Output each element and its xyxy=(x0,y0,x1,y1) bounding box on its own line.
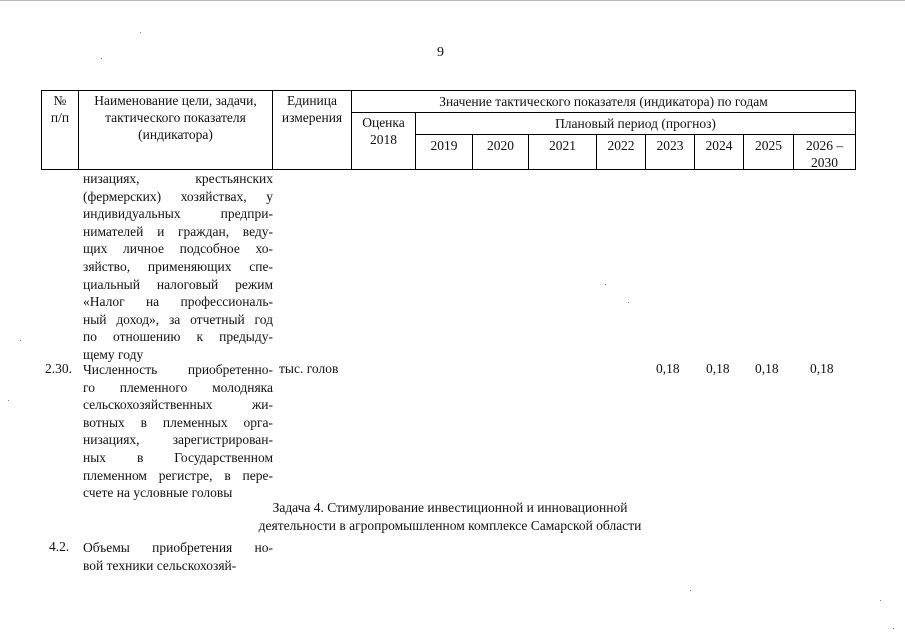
header-num-line1: № xyxy=(53,93,67,108)
header-year: 2024 xyxy=(705,138,733,153)
text-line: го племенного молодняка xyxy=(83,379,273,395)
header-values-title: Значение тактического показателя (индикатора) по годам xyxy=(439,94,768,109)
header-unit-line1: Единица xyxy=(286,93,337,108)
scan-speck xyxy=(101,58,102,59)
row-number-4-2: 4.2. xyxy=(49,539,70,554)
text-line: племенном регистре, в пере- xyxy=(83,467,273,483)
header-name-line1: Наименование цели, задачи, xyxy=(94,93,257,108)
row-number-2-30: 2.30. xyxy=(45,361,72,376)
header-name-line3: (индикатора) xyxy=(138,127,213,142)
text-line: индивидуальных предпри- xyxy=(83,206,273,222)
header-unit-line2: измерения xyxy=(281,110,343,125)
scan-speck xyxy=(893,628,894,629)
header-year: 2025 xyxy=(755,138,782,153)
text-line: щих личное подсобное хо- xyxy=(83,241,273,257)
row-4-2-name xyxy=(83,539,273,574)
scan-speck xyxy=(690,590,691,591)
page-top-edge xyxy=(0,0,905,1)
header-year: 2019 xyxy=(430,138,458,153)
value-2023: 0,18 xyxy=(656,361,680,376)
text-line: ных в Государственном xyxy=(83,449,273,465)
text-line: ный доход», за отчетный год xyxy=(83,311,273,327)
text-line: Объемы приобретения но- xyxy=(83,540,273,555)
scan-speck xyxy=(8,400,9,401)
scan-speck xyxy=(628,302,629,303)
header-year: 2020 xyxy=(487,138,514,153)
header-num-line2: п/п xyxy=(50,110,70,125)
text-line: вотных в племенных орга- xyxy=(83,414,273,430)
header-year: 2023 xyxy=(656,138,684,153)
page-number: 9 xyxy=(437,45,444,60)
text-line: зяйство, применяющих спе- xyxy=(83,258,273,274)
header-planned-period: Плановый период (прогноз) xyxy=(555,116,716,131)
row-2-30-unit: тыс. голов xyxy=(279,361,339,376)
row-2-30-name xyxy=(83,361,273,502)
value-2026-2030: 0,18 xyxy=(810,361,834,376)
header-estimate-line1: Оценка xyxy=(362,115,405,130)
task-4-line2: деятельности в агропромышленном комплексе Самарской области xyxy=(258,518,642,533)
text-line: сельскохозяйственных жи- xyxy=(83,397,273,413)
text-line: низациях, зарегистрирован- xyxy=(83,432,273,448)
scan-speck xyxy=(605,284,606,285)
text-line: нимателей и граждан, веду- xyxy=(83,223,273,239)
text-line: «Налог на профессиональ- xyxy=(83,294,273,310)
header-year: 2021 xyxy=(549,138,576,153)
text-line: счете на условные головы xyxy=(83,485,233,501)
text-line: Численность приобретенно- xyxy=(83,362,273,377)
scan-speck xyxy=(880,600,881,601)
text-line: циальный налоговый режим xyxy=(83,276,273,292)
header-last-year-line2: 2030 xyxy=(811,155,838,170)
text-line: щему году xyxy=(83,346,144,362)
text-line: по отношению к предыду- xyxy=(83,329,273,345)
header-year: 2022 xyxy=(607,138,635,153)
text-line: низациях, крестьянских xyxy=(83,171,273,186)
header-name-line2: тактического показателя xyxy=(105,110,246,125)
text-line: вой техники сельскохозяй- xyxy=(83,557,237,573)
continuation-text xyxy=(83,170,273,364)
scan-speck xyxy=(20,340,21,341)
header-last-year-line1: 2026 – xyxy=(805,138,844,153)
scan-speck xyxy=(140,32,141,33)
task-4-line1: Задача 4. Стимулирование инвестиционной и инновационной xyxy=(272,500,628,515)
value-2025: 0,18 xyxy=(755,361,779,376)
header-estimate-line2: 2018 xyxy=(370,132,397,147)
text-line: (фермерских) хозяйствах, у xyxy=(83,188,273,204)
task-4-heading xyxy=(200,499,700,535)
value-2024: 0,18 xyxy=(706,361,730,376)
